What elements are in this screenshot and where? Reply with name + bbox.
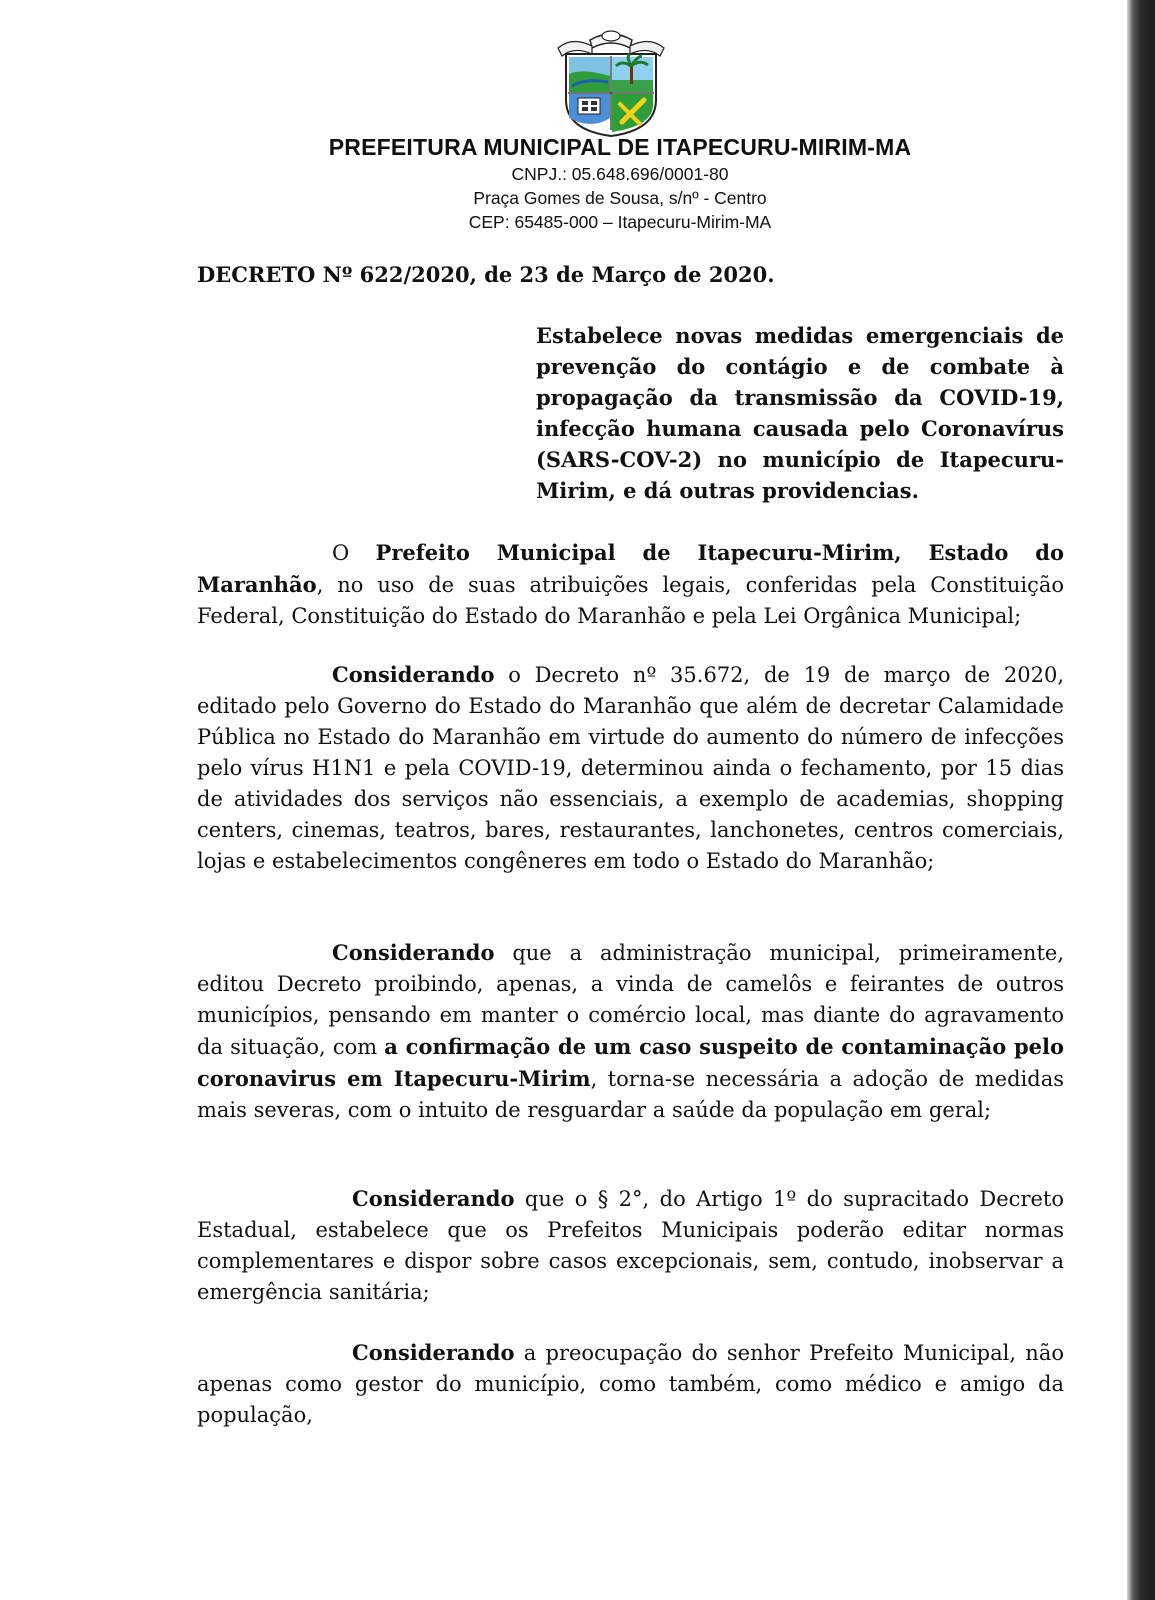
considerando-paragraph (197, 1183, 1064, 1308)
preamble-lead: O (332, 541, 376, 565)
preamble-paragraph (197, 537, 1064, 632)
considerando-paragraph (197, 937, 1064, 1126)
decree-title: DECRETO Nº 622/2020, de 23 de Março de 2020. (197, 262, 775, 287)
municipal-crest-icon (552, 26, 670, 138)
address-line: Praça Gomes de Sousa, s/nº - Centro (473, 188, 767, 208)
letterhead (160, 132, 1080, 234)
considerando-text-before: que a administração municipal, primeiramente, editou Decreto proibindo, apenas, a vinda de camelôs e feirantes de outros municípios, pensando em manter o comércio local, mas diante do agravamento da situação, com (197, 941, 1064, 1059)
cnpj-line: CNPJ.: 05.648.696/0001-80 (511, 164, 729, 184)
considerando-text: o Decreto nº 35.672, de 19 de março de 2020, editado pelo Governo do Estado do Maranhão que além de decretar Calamidade Pública no Estado do Maranhão em virtude do aumento do número de infecções pelo vírus H1N1 e pela COVID-19, determinou ainda o fechamento, por 15 dias de atividades dos serviços não essenciais, a exemplo de academias, shopping centers, cinemas, teatros, bares, restaurantes, lanchonetes, centros comerciais, lojas e estabelecimentos congêneres em todo o Estado do Maranhão; (197, 663, 1064, 873)
considerando-keyword: Considerando (332, 662, 495, 687)
considerando-keyword: Considerando (332, 940, 495, 965)
preamble-bold: Prefeito Municipal de Itapecuru-Mirim, Estado do Maranhão (197, 540, 1064, 597)
preamble-rest: , no uso de suas atribuições legais, conferidas pela Constituição Federal, Constituição do Estado do Maranhão e pela Lei Orgânica Municipal; (197, 573, 1064, 628)
considerando-paragraph (197, 659, 1064, 877)
considerando-paragraph (197, 1337, 1064, 1431)
considerando-keyword: Considerando (352, 1340, 515, 1365)
considerando-keyword: Considerando (352, 1186, 515, 1211)
considerando-bold-mid: a confirmação de um caso suspeito de contaminação pelo coronavirus em Itapecuru-Mirim (197, 1034, 1065, 1091)
page-edge-shadow (1127, 0, 1155, 1600)
considerando-text: que o § 2°, do Artigo 1º do supracitado Decreto Estadual, estabelece que os Prefeitos Municipais poderão editar normas complementares e dispor sobre casos excepcionais, sem, contudo, inobservar a emergência sanitária; (197, 1187, 1064, 1304)
considerando-text: a preocupação do senhor Prefeito Municipal, não apenas como gestor do município, como também, como médico e amigo da população, (197, 1341, 1064, 1427)
considerando-text-after: , torna-se necessária a adoção de medidas mais severas, com o intuito de resguardar a saúde da população em geral; (197, 1067, 1065, 1122)
cep-line: CEP: 65485-000 – Itapecuru-Mirim-MA (468, 212, 772, 232)
decree-ementa: Estabelece novas medidas emergenciais de prevenção do contágio e de combate à propagação da transmissão da COVID-19, infecção humana causada pelo Coronavírus (SARS-COV-2) no município de Itapecuru-Mirim, e dá outras providencias. (536, 323, 1064, 503)
institution-title: PREFEITURA MUNICIPAL DE ITAPECURU-MIRIM-MA (328, 134, 912, 160)
